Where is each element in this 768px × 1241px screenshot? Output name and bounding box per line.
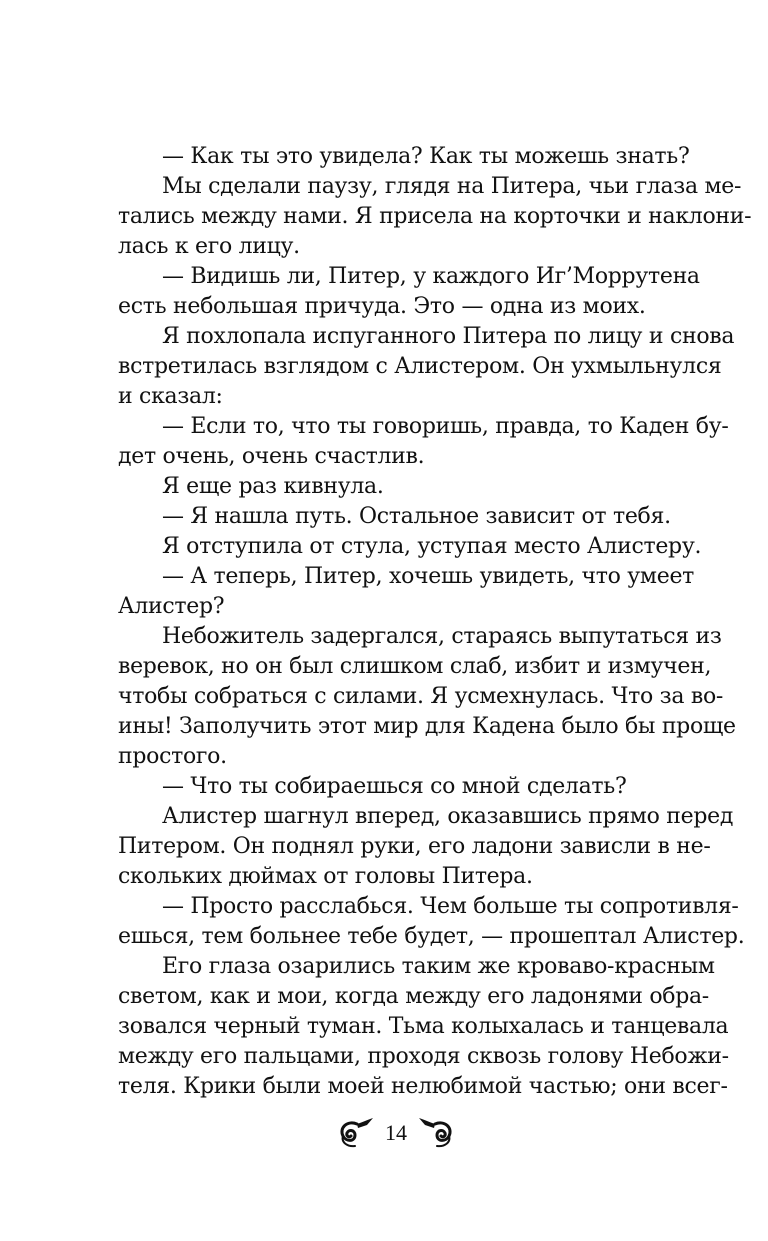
scroll-ornament-left-icon: [337, 1116, 377, 1150]
text-line: Я еще раз кивнула.: [162, 474, 384, 499]
text-line: ины! Заполучить этот мир для Кадена было бы проще: [118, 714, 736, 739]
text-line: — Что ты собираешься со мной сделать?: [162, 774, 627, 799]
text-line: — Если то, что ты говоришь, правда, то Каден бу-: [162, 414, 729, 439]
text-line: — А теперь, Питер, хочешь увидеть, что умеет: [162, 564, 695, 589]
text-line: скольких дюймах от головы Питера.: [118, 864, 533, 889]
text-line: Я похлопала испуганного Питера по лицу и снова: [162, 324, 735, 349]
text-line: Питером. Он поднял руки, его ладони зависли в не-: [118, 834, 711, 859]
text-line: лась к его лицу.: [118, 234, 300, 259]
text-line: — Просто расслабься. Чем больше ты сопротивля-: [162, 894, 739, 919]
text-line: — Я нашла путь. Остальное зависит от тебя.: [162, 504, 671, 529]
text-line: теля. Крики были моей нелюбимой частью; они всег-: [118, 1074, 728, 1099]
text-line: Его глаза озарились таким же кроваво-красным: [162, 954, 715, 979]
text-line: веревок, но он был слишком слаб, избит и измучен,: [118, 654, 712, 679]
text-line: простого.: [118, 744, 227, 769]
text-line: зовался черный туман. Тьма колыхалась и танцевала: [118, 1014, 729, 1039]
text-line: — Как ты это увидела? Как ты можешь знать?: [162, 144, 690, 169]
book-page-text: [118, 142, 752, 1102]
text-line: дет очень, очень счастлив.: [118, 444, 425, 469]
page-folio: [326, 1113, 466, 1153]
text-line: Я отступила от стула, уступая место Алистеру.: [162, 534, 702, 559]
text-line: светом, как и мои, когда между его ладонями обра-: [118, 984, 709, 1009]
text-line: чтобы собраться с силами. Я усмехнулась. Что за во-: [118, 684, 724, 709]
text-line: встретилась взглядом с Алистером. Он ухмыльнулся: [118, 354, 722, 379]
page-number: 14: [385, 1120, 407, 1145]
scroll-ornament-right-icon: [415, 1116, 455, 1150]
text-line: и сказал:: [118, 384, 223, 409]
text-line: Мы сделали паузу, глядя на Питера, чьи глаза ме-: [162, 174, 742, 199]
text-line: между его пальцами, проходя сквозь голову Небожи-: [118, 1044, 729, 1069]
text-line: ешься, тем больнее тебе будет, — прошептал Алистер.: [118, 924, 745, 949]
text-line: — Видишь ли, Питер, у каждого Иг’Моррутена: [162, 264, 700, 289]
text-line: есть небольшая причуда. Это — одна из моих.: [118, 294, 646, 319]
text-line: Алистер шагнул вперед, оказавшись прямо перед: [162, 804, 734, 829]
text-line: Алистер?: [118, 594, 225, 619]
text-line: тались между нами. Я присела на корточки и наклони-: [118, 204, 752, 229]
text-line: Небожитель задергался, стараясь выпутаться из: [162, 624, 722, 649]
